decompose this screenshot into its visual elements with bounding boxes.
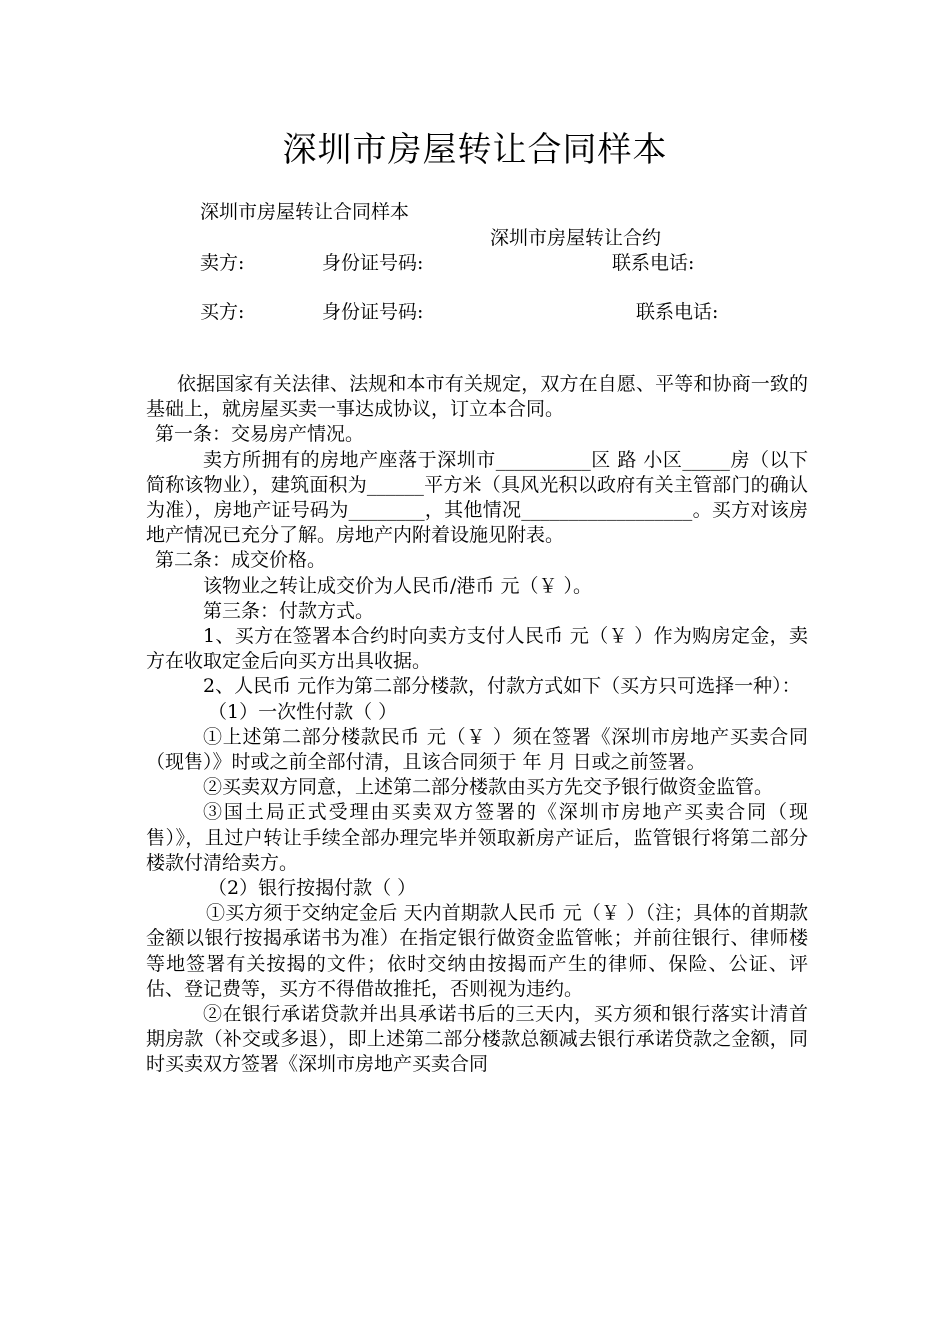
buyer-label: 买方: xyxy=(200,301,245,323)
contract-name: 深圳市房屋转让合约 xyxy=(490,227,662,249)
buyer-phone-label: 联系电话: xyxy=(636,301,719,323)
article-1-text: 卖方所拥有的房地产座落于深圳市__________区 路 小区_____房（以下简称该物业），建筑面积为______平方米（具风光积以政府有关主管部门的确认为准），房地产证号码为________，其他情况__________________。买方对该房地产情况已充分了解。房地产内附着设施见附表。 xyxy=(146,448,808,547)
document-subtitle: 深圳市房屋转让合同样本 xyxy=(200,201,410,223)
option-1-clause-b: ②买卖双方同意，上述第二部分楼款由买方先交予银行做资金监管。 xyxy=(203,776,774,799)
option-1-clause-a: ①上述第二部分楼款民币 元（￥ ）须在签署《深圳市房地产买卖合同（现售）》时或之前全部付清，且该合同须于 年 月 日或之前签署。 xyxy=(146,725,808,774)
option-1-clause-c: ③国土局正式受理由买卖双方签署的《深圳市房地产买卖合同（现售）》，且过户转让手续全部办理完毕并领取新房产证后，监管银行将第二部分楼款付清给卖方。 xyxy=(146,801,808,874)
article-3-title: 第三条：付款方式。 xyxy=(203,599,375,622)
article-1-title: 第一条：交易房产情况。 xyxy=(155,423,365,446)
intro-paragraph: 依据国家有关法律、法规和本市有关规定，双方在自愿、平等和协商一致的基础上，就房屋买卖一事达成协议，订立本合同。 xyxy=(146,373,808,421)
option-1-title: （1）一次性付款（ ） xyxy=(208,700,398,723)
seller-phone-label: 联系电话: xyxy=(612,252,695,274)
document-title: 深圳市房屋转让合同样本 xyxy=(282,130,668,170)
buyer-id-label: 身份证号码: xyxy=(322,301,424,323)
contract-body xyxy=(146,372,808,1078)
option-2-clause-a: ①买方须于交纳定金后 天内首期款人民币 元（￥ ）（注；具体的首期款金额以银行按揭承诺书为准）在指定银行做资金监管帐；并前往银行、律师楼等地签署有关按揭的文件；依时交纳由按揭而产生的律师、保险、公证、评估、登记费等，买方不得借故推托，否则视为违约。 xyxy=(146,902,808,1000)
option-2-title: （2）银行按揭付款（ ） xyxy=(208,877,417,900)
article-2-title: 第二条：成交价格。 xyxy=(155,549,327,572)
seller-label: 卖方: xyxy=(200,252,245,274)
article-3-item-2: 2、人民币 元作为第二部分楼款，付款方式如下（买方只可选择一种）： xyxy=(203,675,801,698)
article-2-text: 该物业之转让成交价为人民币/港币 元（￥ ）。 xyxy=(203,574,592,597)
option-2-clause-b: ②在银行承诺贷款并出具承诺书后的三天内，买方须和银行落实计清首期房款（补交或多退），即上述第二部分楼款总额减去银行承诺贷款之金额，同时买卖双方签署《深圳市房地产买卖合同 xyxy=(146,1003,808,1076)
seller-id-label: 身份证号码: xyxy=(322,252,424,274)
article-3-item-1: 1、买方在签署本合约时向卖方支付人民币 元（￥ ）作为购房定金，卖方在收取定金后向买方出具收据。 xyxy=(146,625,808,673)
